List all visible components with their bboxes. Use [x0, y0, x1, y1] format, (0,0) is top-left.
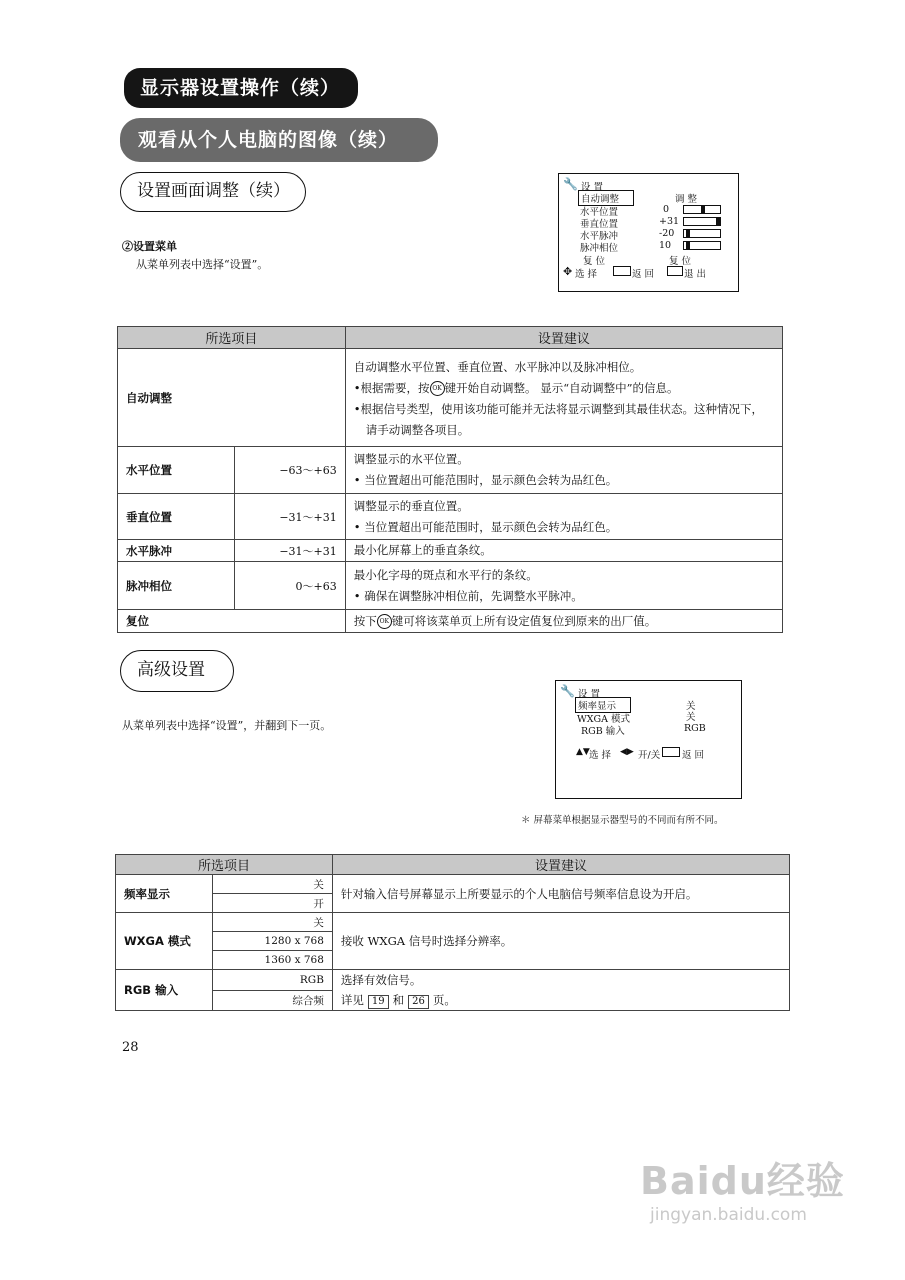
osd-footer-select: 选 择: [589, 750, 612, 761]
advanced-table: [115, 854, 790, 1011]
row-option: 开: [213, 894, 333, 913]
table-row: [118, 610, 783, 633]
table-header: 所选项目: [118, 327, 346, 349]
row-option: 关: [213, 913, 333, 932]
osd-item-value: 10: [659, 240, 672, 251]
watermark-brand: Baidu经验: [640, 1159, 845, 1203]
page-ref-link[interactable]: 19: [368, 995, 389, 1009]
row-range: 0～+63: [235, 562, 346, 610]
return-icon: [613, 266, 631, 276]
row-advice: 请手动调整各项目。: [365, 422, 470, 437]
osd-item-value: 0: [663, 204, 670, 215]
table-row: [116, 875, 790, 894]
row-advice: • 当位置超出可能范围时，显示颜色会转为品红色。: [353, 473, 618, 487]
row-label: RGB 输入: [116, 970, 213, 1011]
osd-footer-back: 返 回: [632, 269, 655, 280]
step-label: ②设置菜单: [122, 240, 177, 253]
row-advice: • 确保在调整脉冲相位前，先调整水平脉冲。: [353, 588, 583, 603]
row-option: 1360 x 768: [213, 951, 333, 970]
osd-slider: [683, 241, 721, 250]
osd-item-value: RGB: [684, 723, 706, 734]
table-row: [118, 494, 783, 540]
section-desc: 从菜单列表中选择“设置”，并翻到下一页。: [122, 719, 332, 732]
row-option: 综合频: [213, 990, 333, 1011]
osd-footer-select: 选 择: [575, 269, 598, 280]
row-advice: 接收 WXGA 信号时选择分辨率。: [332, 913, 789, 970]
page-title: 显示器设置操作（续）: [124, 68, 358, 108]
row-label: 水平位置: [118, 447, 235, 494]
row-label: WXGA 模式: [116, 913, 213, 970]
row-advice: 页。: [432, 993, 456, 1007]
table-header: 设置建议: [345, 327, 782, 349]
ok-button-icon: OK: [377, 614, 392, 629]
row-advice: 自动调整水平位置、垂直位置、水平脉冲以及脉冲相位。: [353, 359, 642, 374]
row-range: −31～+31: [235, 494, 346, 540]
table-header: 所选项目: [116, 855, 333, 875]
row-advice: •根据需要，按: [353, 380, 430, 395]
section-title: 观看从个人电脑的图像（续）: [120, 118, 438, 162]
osd-setup-panel: [558, 173, 739, 292]
left-right-icon: ◀▶: [620, 747, 634, 757]
osd-slider: [683, 217, 721, 226]
osd-footer-toggle: 开/关: [638, 750, 661, 761]
row-range: −63～+63: [235, 447, 346, 494]
osd-title: 设 置: [581, 182, 604, 193]
row-label: 水平脉冲: [118, 540, 235, 562]
osd-item-value: -20: [659, 228, 675, 239]
settings-table: [117, 326, 783, 633]
table-row: [118, 447, 783, 494]
row-advice: •根据信号类型，使用该功能可能并无法将显示调整到其最佳状态。这种情况下，: [353, 401, 764, 416]
osd-item-value: +31: [659, 216, 680, 227]
osd-reset-left: 复 位: [583, 256, 606, 267]
footnote: ＊ 屏幕菜单根据显示器型号的不同而有所不同。: [521, 815, 724, 826]
osd-item-label: 垂直位置: [580, 219, 619, 230]
table-header: 设置建议: [332, 855, 789, 875]
subsection-title: 设置画面调整（续）: [120, 172, 306, 212]
table-row: [116, 913, 790, 932]
wrench-icon: 🔧: [563, 177, 578, 191]
row-label: 自动调整: [118, 349, 346, 447]
row-advice: • 当位置超出可能范围时，显示颜色会转为品红色。: [353, 519, 618, 534]
table-row: [116, 970, 790, 991]
table-row: [118, 349, 783, 447]
page-number: 28: [122, 1040, 139, 1055]
subsection-title: 高级设置: [120, 650, 234, 692]
row-advice: 键可将该菜单页上所有设定值复位到原来的出厂值。: [391, 613, 657, 628]
osd-item-label: WXGA 模式: [577, 714, 630, 725]
move-arrows-icon: ✥: [563, 265, 573, 278]
osd-item-label: 水平位置: [580, 207, 619, 218]
row-option: 1280 x 768: [213, 932, 333, 951]
osd-item-label: 脉冲相位: [580, 243, 619, 254]
wrench-icon: 🔧: [560, 684, 575, 698]
osd-footer-exit: 退 出: [684, 269, 707, 280]
osd-item-selected: 自动调整: [578, 190, 634, 206]
osd-slider: [683, 205, 721, 214]
osd-advanced-panel: [555, 680, 742, 799]
row-label: 频率显示: [116, 875, 213, 913]
row-label: 脉冲相位: [118, 562, 235, 610]
ok-button-icon: OK: [430, 381, 445, 396]
row-advice: 详见: [340, 993, 364, 1007]
exit-icon: [667, 266, 683, 276]
step-desc: 从菜单列表中选择“设置”。: [136, 258, 269, 271]
osd-item-value: 关: [686, 701, 696, 712]
row-advice: 键开始自动调整。 显示“自动调整中”的信息。: [444, 380, 679, 395]
osd-item-label: RGB 输入: [581, 726, 625, 737]
page-ref-link[interactable]: 26: [408, 995, 429, 1009]
row-option: RGB: [213, 970, 333, 991]
watermark-url: jingyan.baidu.com: [650, 1205, 807, 1225]
return-icon: [662, 747, 680, 757]
row-advice: 调整显示的水平位置。: [353, 452, 469, 466]
table-row: [118, 540, 783, 562]
row-label: 垂直位置: [118, 494, 235, 540]
osd-title: 设 置: [578, 689, 601, 700]
row-label: 复位: [118, 610, 346, 633]
row-range: −31～+31: [235, 540, 346, 562]
row-advice: 和: [392, 993, 405, 1007]
row-advice: 调整显示的垂直位置。: [353, 498, 469, 513]
row-advice: 针对输入信号屏幕显示上所要显示的个人电脑信号频率信息设为开启。: [332, 875, 789, 913]
table-row: [118, 562, 783, 610]
row-option: 关: [213, 875, 333, 894]
row-advice: 最小化字母的斑点和水平行的条纹。: [353, 567, 538, 582]
osd-footer-back: 返 回: [682, 750, 705, 761]
row-advice: 最小化屏幕上的垂直条纹。: [353, 543, 492, 557]
up-down-icon: ▲▼: [576, 747, 590, 757]
osd-slider: [683, 229, 721, 238]
osd-col-header: 调 整: [675, 194, 698, 205]
osd-item-selected: 频率显示: [575, 697, 631, 713]
osd-item-value: 关: [686, 712, 696, 723]
osd-item-label: 水平脉冲: [580, 231, 619, 242]
row-advice: 选择有效信号。: [340, 973, 422, 987]
osd-reset-right: 复 位: [669, 256, 692, 267]
watermark: [640, 1150, 845, 1225]
row-advice: 按下: [353, 613, 377, 628]
